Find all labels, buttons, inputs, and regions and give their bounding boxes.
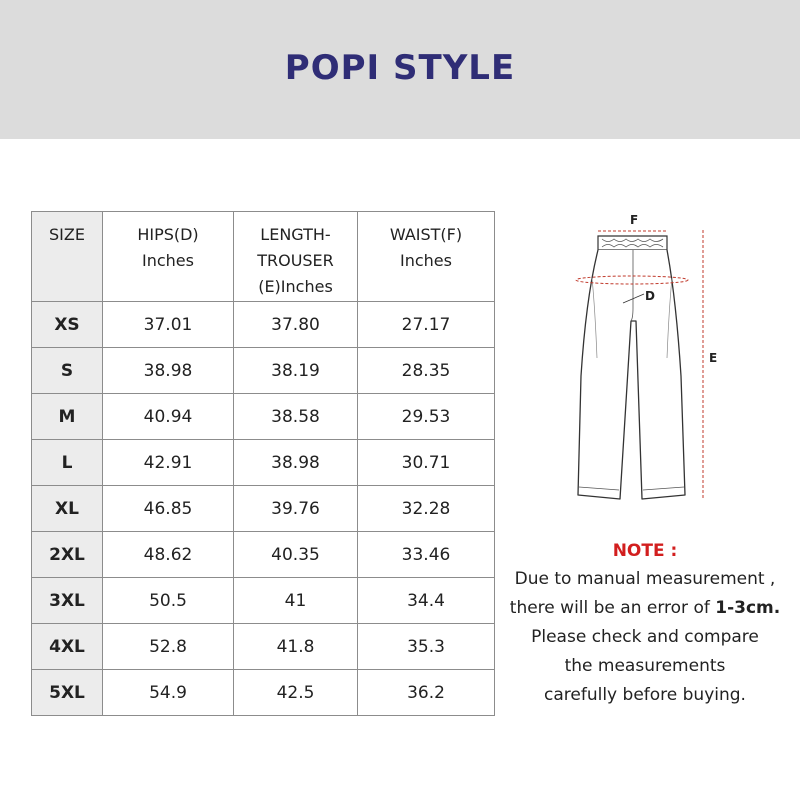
hips-cell: 37.01: [103, 302, 234, 348]
waist-cell: 30.71: [358, 440, 495, 486]
note-line: the measurements: [564, 656, 726, 676]
length-cell: 41.8: [234, 624, 358, 670]
table-row: [32, 486, 495, 532]
waist-cell: 28.35: [358, 348, 495, 394]
hips-cell: 48.62: [103, 532, 234, 578]
size-cell: 2XL: [32, 532, 103, 578]
size-cell: XS: [32, 302, 103, 348]
table-row: [32, 578, 495, 624]
note-title: NOTE :: [612, 541, 678, 561]
length-cell: 40.35: [234, 532, 358, 578]
hips-cell: 52.8: [103, 624, 234, 670]
header-banner: [0, 0, 800, 139]
column-header-waist: WAIST(F) Inches: [358, 212, 495, 302]
size-cell: XL: [32, 486, 103, 532]
table-row: [32, 670, 495, 716]
waist-cell: 27.17: [358, 302, 495, 348]
hips-cell: 54.9: [103, 670, 234, 716]
hips-cell: 40.94: [103, 394, 234, 440]
label-f: F: [630, 213, 639, 227]
size-cell: 4XL: [32, 624, 103, 670]
hips-cell: 42.91: [103, 440, 234, 486]
waist-cell: 35.3: [358, 624, 495, 670]
size-cell: 5XL: [32, 670, 103, 716]
note-line: Due to manual measurement ,: [514, 569, 776, 589]
table-row: [32, 348, 495, 394]
table-row: [32, 624, 495, 670]
length-cell: 39.76: [234, 486, 358, 532]
note-text: there will be an error of: [509, 598, 716, 618]
note-line: carefully before buying.: [544, 685, 746, 705]
length-cell: 38.19: [234, 348, 358, 394]
length-cell: 41: [234, 578, 358, 624]
label-e: E: [709, 351, 718, 365]
waist-cell: 34.4: [358, 578, 495, 624]
column-header-size: SIZE: [32, 212, 103, 302]
waist-cell: 33.46: [358, 532, 495, 578]
waist-cell: 29.53: [358, 394, 495, 440]
waist-cell: 32.28: [358, 486, 495, 532]
size-cell: S: [32, 348, 103, 394]
size-chart-table: [31, 211, 495, 716]
table-header-row: [32, 212, 495, 302]
hips-cell: 46.85: [103, 486, 234, 532]
note-block: [490, 537, 800, 710]
error-range: 1-3cm.: [715, 598, 781, 618]
table-row: [32, 532, 495, 578]
label-d: D: [645, 289, 655, 303]
column-header-hips: HIPS(D) Inches: [103, 212, 234, 302]
length-cell: 38.98: [234, 440, 358, 486]
length-cell: 42.5: [234, 670, 358, 716]
brand-title: POPI STYLE: [284, 48, 516, 88]
table-row: [32, 302, 495, 348]
waist-cell: 36.2: [358, 670, 495, 716]
note-line: [490, 594, 800, 623]
size-cell: 3XL: [32, 578, 103, 624]
pants-measurement-icon: [568, 208, 718, 508]
table-row: [32, 440, 495, 486]
size-cell: M: [32, 394, 103, 440]
table-row: [32, 394, 495, 440]
size-cell: L: [32, 440, 103, 486]
note-line: Please check and compare: [531, 627, 759, 647]
hips-cell: 38.98: [103, 348, 234, 394]
column-header-length: LENGTH- TROUSER (E)Inches: [234, 212, 358, 302]
length-cell: 38.58: [234, 394, 358, 440]
length-cell: 37.80: [234, 302, 358, 348]
hips-cell: 50.5: [103, 578, 234, 624]
